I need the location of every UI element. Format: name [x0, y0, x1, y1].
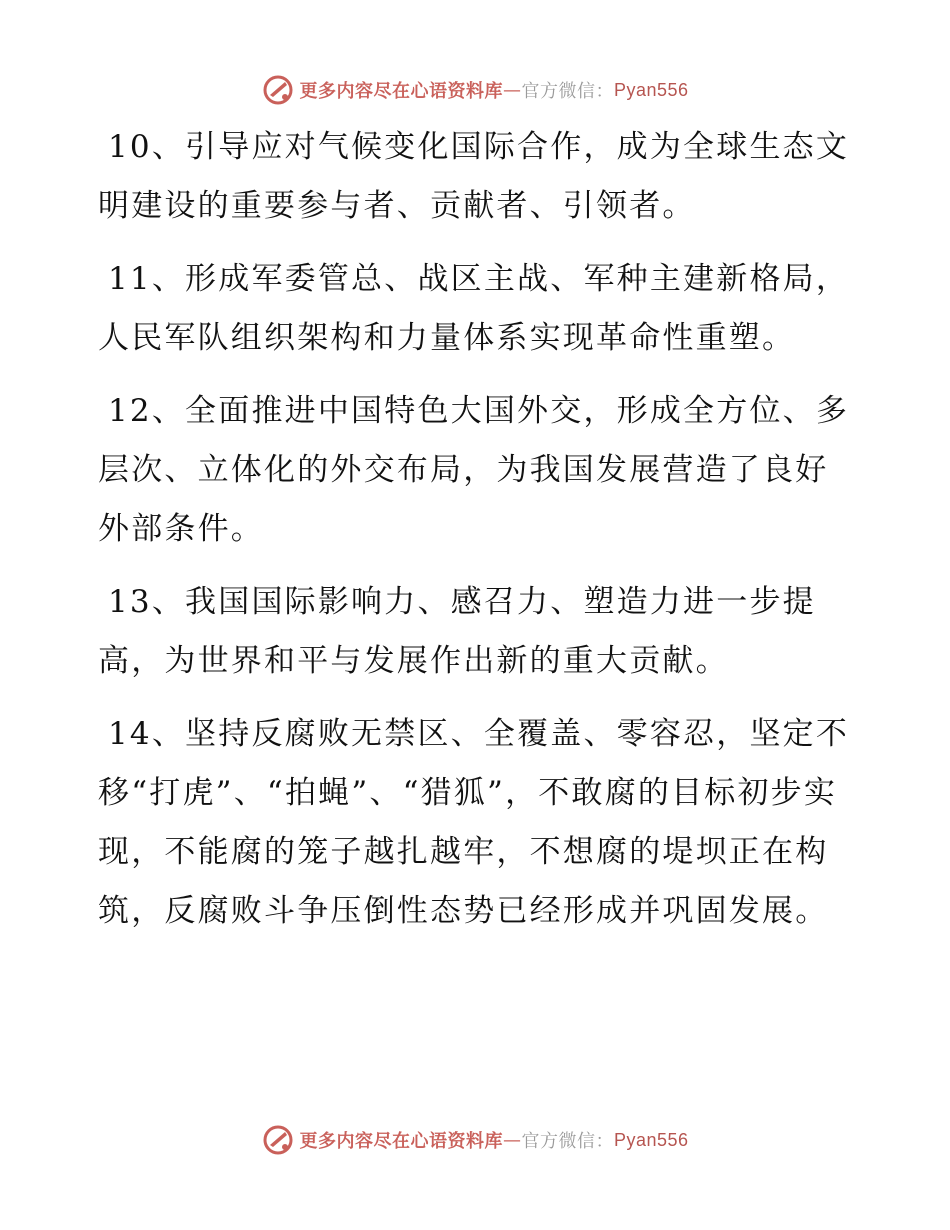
watermark-sub-text: 官方微信： — [521, 1131, 614, 1152]
paragraph-13: 13、我国国际影响力、感召力、塑造力进一步提高，为世界和平与发展作出新的重大贡献。 — [98, 584, 816, 679]
watermark-dash: — — [502, 79, 522, 101]
footer-watermark — [0, 1122, 950, 1158]
watermark-sub-text: 官方微信： — [521, 81, 614, 102]
watermark-main-text: 更多内容尽在心语资料库 — [299, 1131, 503, 1152]
watermark-dash: — — [502, 1129, 522, 1151]
watermark-wechat-id: Pyan556 — [613, 1129, 689, 1150]
header-watermark — [0, 72, 950, 108]
brand-logo-icon — [261, 1123, 295, 1157]
paragraph-11: 11、形成军委管总、战区主战、军种主建新格局，人民军队组织架构和力量体系实现革命性重塑。 — [98, 261, 850, 356]
watermark-wechat-id: Pyan556 — [613, 79, 689, 100]
paragraph-10: 10、引导应对气候变化国际合作，成为全球生态文明建设的重要参与者、贡献者、引领者。 — [98, 129, 850, 224]
paragraph-14: 14、坚持反腐败无禁区、全覆盖、零容忍，坚定不移“打虎”、“拍蝇”、“猎狐”，不敢腐的目标初步实现，不能腐的笼子越扎越牢，不想腐的堤坝正在构筑，反腐败斗争压倒性态势已经形成并巩固发展。 — [98, 716, 850, 929]
document-body — [98, 118, 858, 955]
watermark-main-text: 更多内容尽在心语资料库 — [299, 81, 503, 102]
paragraph-12: 12、全面推进中国特色大国外交，形成全方位、多层次、立体化的外交布局，为我国发展营造了良好外部条件。 — [98, 393, 850, 547]
brand-logo-icon — [261, 73, 295, 107]
